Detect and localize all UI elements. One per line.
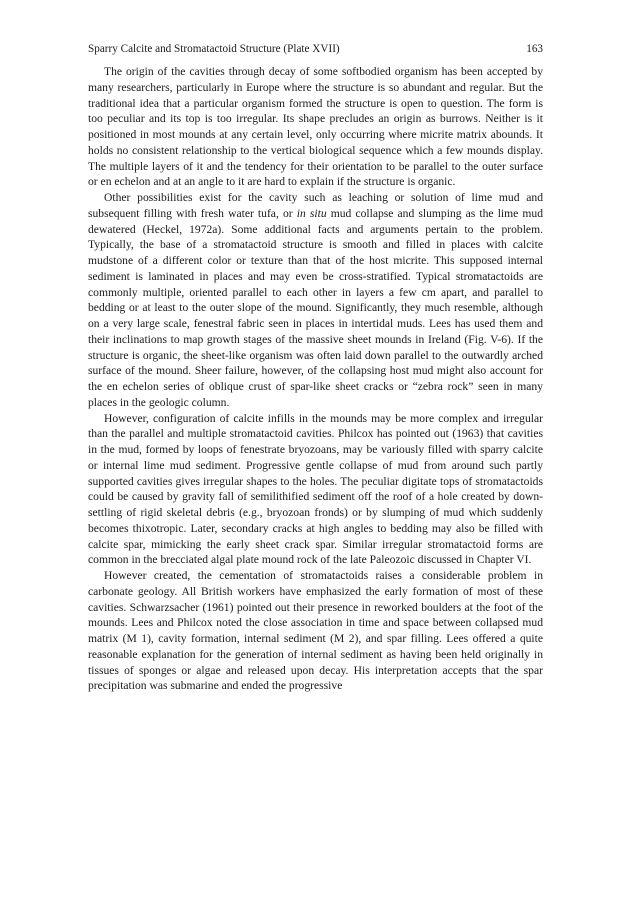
paragraph (88, 64, 543, 190)
paragraph (88, 568, 543, 694)
paragraph-text: However, configuration of calcite infills in the mounds may be more complex and irregular than the parallel and multiple stromatactoid cavities. Philcox has pointed out (1963) that cavities in the mud, formed by loops of fenestrate bryozoans, may be variously filled with sparry calcite or internal lime mud sediment. Progressive gentle collapse of mud from around such partly supported cavities gives irregular shapes to the holes. The peculiar digitate tops of stromatactoids could be caused by gravity fall of semilithified sediment off the roof of a hole created by down-settling of rigid skeletal debris (e.g., bryozoan fronds) or by slumping of mud which suddenly becomes thixotropic. Later, secondary cracks at high angles to bedding may also be filled with calcite spar, mimicking the early sheet crack spar. Similar irregular stromatactoid forms are common in the brecciated algal plate mound rock of the late Paleozoic discussed in Chapter VI. (88, 411, 543, 567)
running-title: Sparry Calcite and Stromatactoid Structure (Plate XVII) (88, 43, 340, 55)
paragraph (88, 411, 543, 569)
paragraph-text: Other possibilities exist for the cavity such as leaching or solution of lime mud and subsequent filling with fresh water tufa, or (88, 191, 543, 220)
page-number: 163 (526, 43, 543, 55)
running-head (88, 42, 543, 64)
italic-term: in situ (296, 206, 327, 220)
body-text (88, 64, 543, 694)
paragraph-text: mud collapse and slumping as the lime mud dewatered (Heckel, 1972a). Some additional facts and arguments pertain to the problem. Typically, the base of a stromatactoid structure is smooth and filled in places with calcite mudstone of a different color or texture than that of the host micrite. This supposed internal sediment is laminated in places and may even be cross-stratified. Typical stromatactoids are commonly multiple, oriented parallel to each other in layers a few cm apart, and parallel to bedding or at least to the outer slope of the mound. Significantly, they much resemble, although on a very large scale, fenestral fabric seen in places in intertidal muds. Lees has used them and their inclinations to map growth stages of the massive sheet mounds in Ireland (Fig. V-6). If the structure is organic, the sheet-like organism was often laid down parallel to the outwardly arched surface of the mound. Sheer failure, however, of the collapsing host mud might also account for the en echelon series of oblique crust of spar-like sheet cracks or “zebra rock” seen in many places in the geologic column. (88, 206, 544, 409)
paragraph-text: However created, the cementation of stromatactoids raises a considerable problem in carbonate geology. All British workers have emphasized the early formation of most of these cavities. Schwarzsacher (1961) pointed out their presence in reworked boulders at the foot of the mounds. Lees and Philcox noted the close association in time and space between collapsed mud matrix (M 1), cavity formation, internal sediment (M 2), and spar filling. Lees offered a quite reasonable explanation for the generation of internal sediment as having been held originally in tissues of sponges or algae and released upon decay. His interpretation accepts that the spar precipitation was submarine and ended the progressive (88, 569, 543, 693)
paragraph (88, 190, 543, 411)
paragraph-text: The origin of the cavities through decay of some softbodied organism has been accepted by many researchers, particularly in Europe where the structure is so abundant and regular. But the traditional idea that a particular organism formed the structure is open to question. The form is too peculiar and its top is too irregular. Its shape precludes an origin as burrows. Neither is it positioned in most mounds at any certain level, only occurring where micrite matrix abounds. It holds no consistent relationship to the vertical biological sequence which a few mounds display. The multiple layers of it and the tendency for their orientation to be parallel to the outer surface or en echelon and at an angle to it are hard to explain if the structure is organic. (88, 65, 543, 189)
book-page (88, 42, 543, 694)
